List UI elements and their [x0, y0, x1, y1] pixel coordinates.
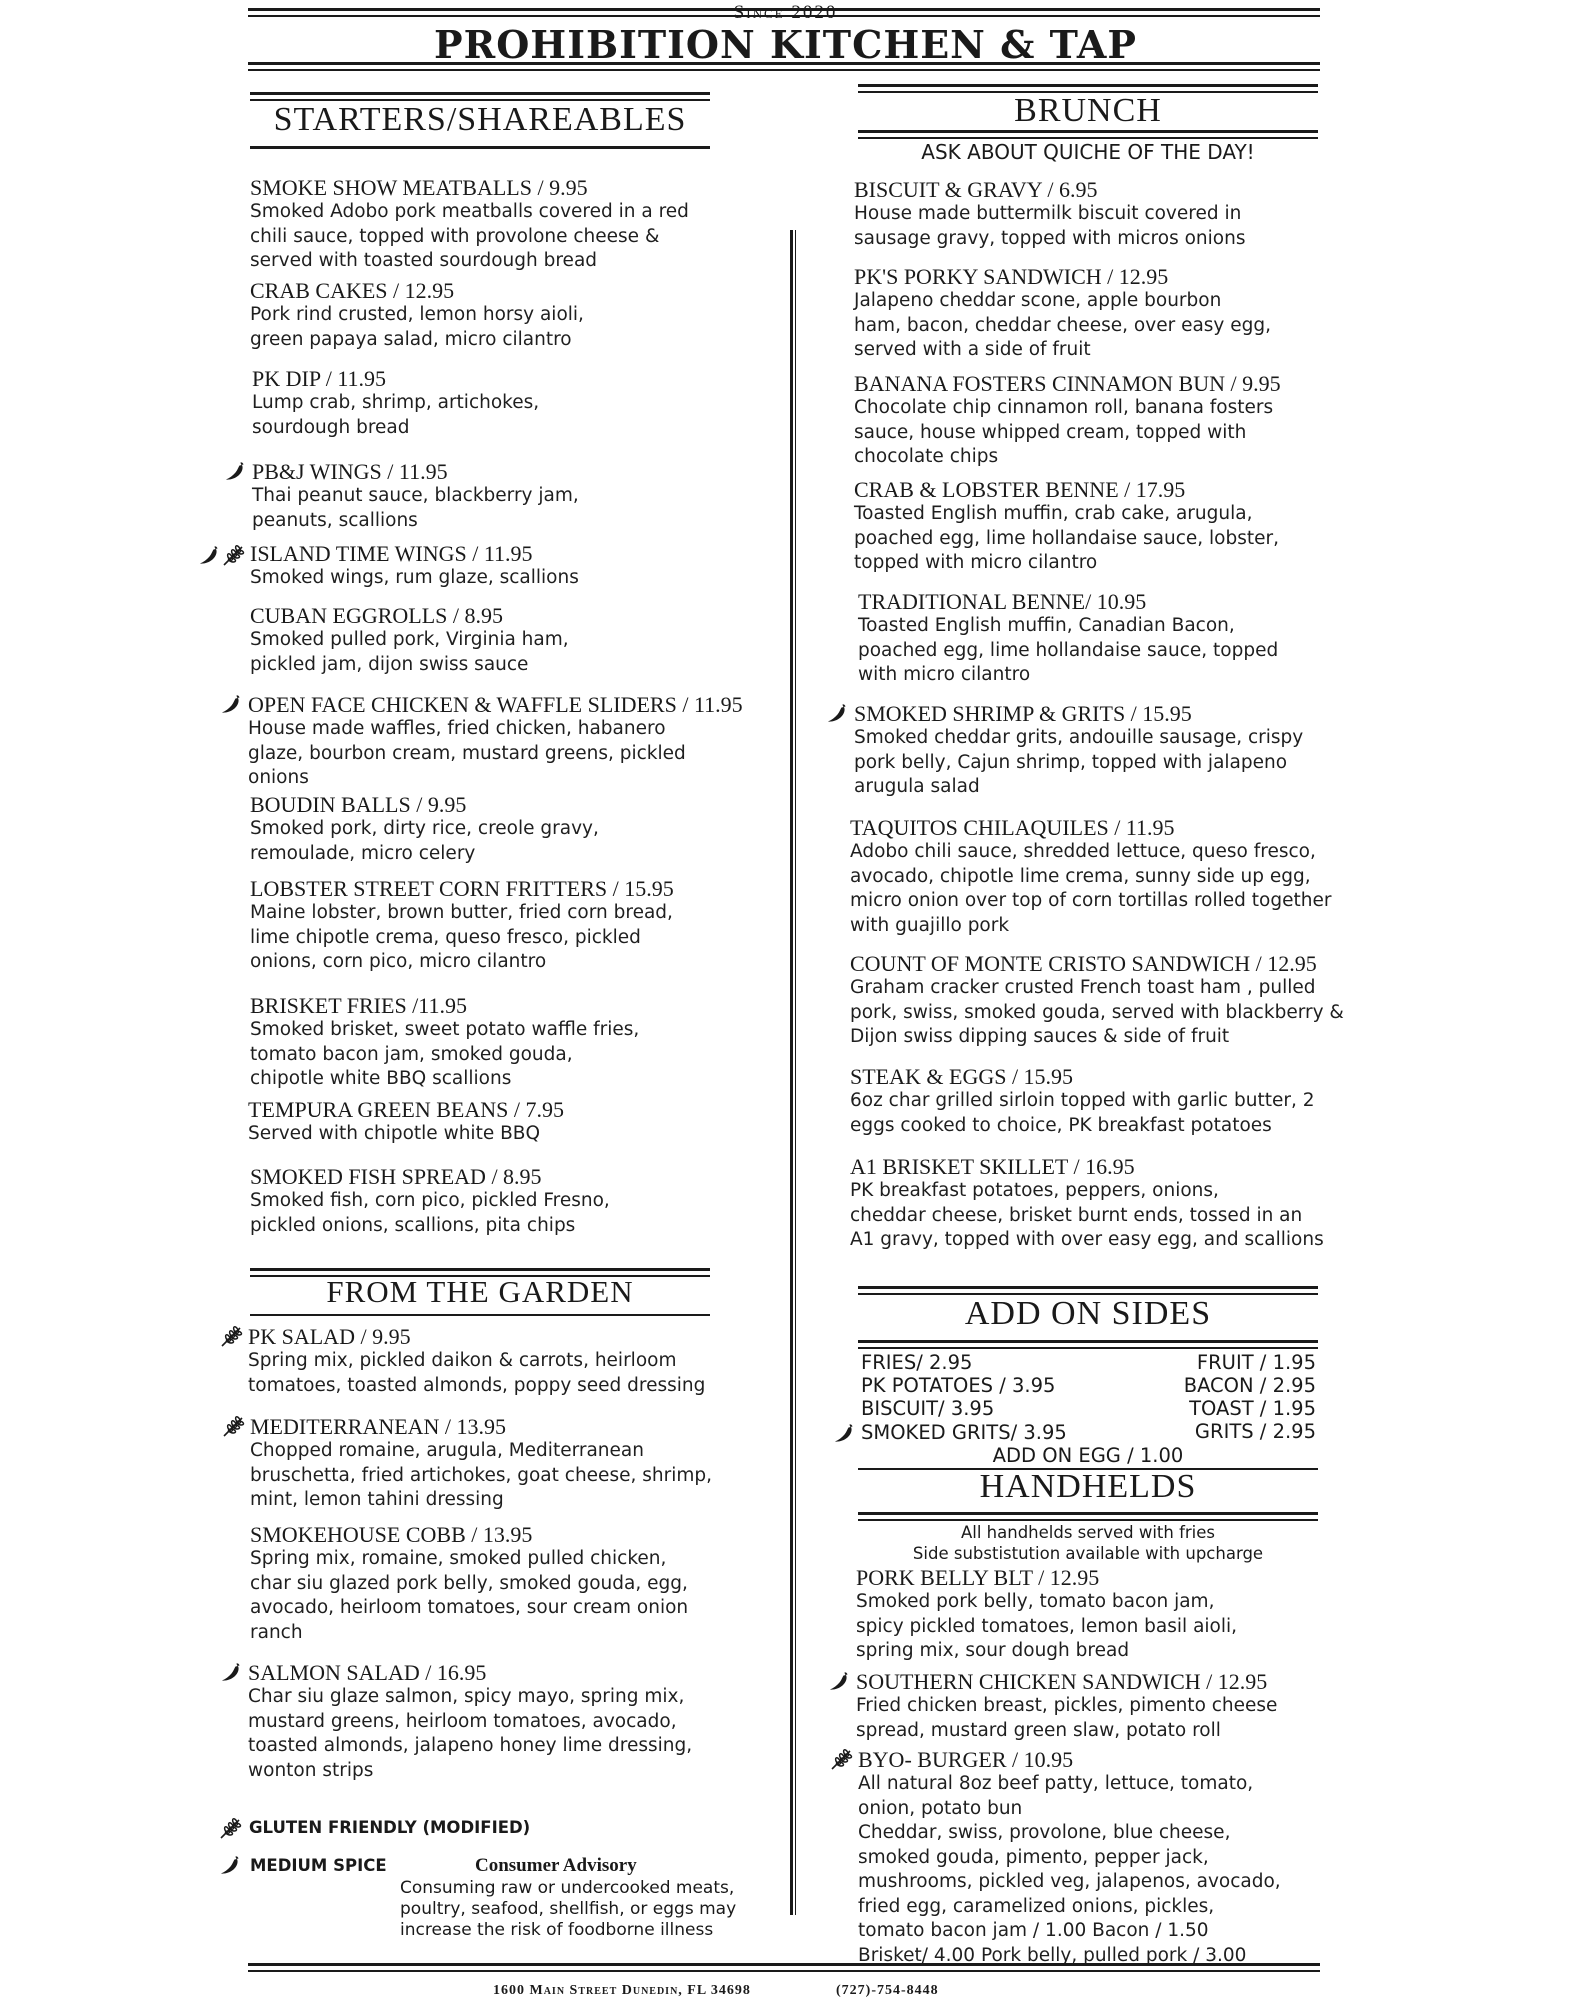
menu-item-description: Smoked brisket, sweet potato waffle fries,: [250, 1019, 640, 1040]
menu-item-description: avocado, heirloom tomatoes, sour cream onion: [250, 1597, 689, 1618]
menu-item-description: Smoked cheddar grits, andouille sausage, crispy: [854, 727, 1304, 748]
menu-item-description: mint, lemon tahini dressing: [250, 1489, 504, 1510]
garden-rule-bottom: [250, 1314, 710, 1316]
menu-item: [250, 876, 674, 975]
menu-item: [850, 815, 1331, 938]
menu-item-name: COUNT OF MONTE CRISTO SANDWICH / 12.95: [850, 951, 1317, 976]
wheat-icon: [222, 1414, 246, 1438]
menu-item-description: chocolate chips: [854, 446, 999, 467]
advisory-line: poultry, seafood, shellfish, or eggs may: [400, 1899, 737, 1919]
menu-item-description: glaze, bourbon cream, mustard greens, pickled: [248, 742, 686, 764]
side-item-egg: ADD ON EGG / 1.00: [992, 1444, 1184, 1467]
menu-item-description: Smoked pulled pork, Virginia ham,: [250, 629, 569, 650]
sides-rule-bottom-2: [858, 1347, 1318, 1349]
handhelds-rule-bottom-2: [858, 1519, 1318, 1521]
menu-item-description: eggs cooked to choice, PK breakfast potatoes: [850, 1114, 1272, 1136]
menu-item: [250, 278, 584, 352]
menu-item-description: Smoked pork belly, tomato bacon jam,: [856, 1591, 1215, 1612]
menu-item-description: chili sauce, topped with provolone cheese &: [250, 225, 660, 247]
menu-item-description: tomato bacon jam, smoked gouda,: [250, 1043, 573, 1065]
menu-item-description: pickled onions, scallions, pita chips: [250, 1214, 576, 1236]
menu-item-name: MEDITERRANEAN / 13.95: [250, 1414, 507, 1439]
menu-item-name: SMOKEHOUSE COBB / 13.95: [250, 1522, 533, 1547]
menu-item-description: 6oz char grilled sirloin topped with garlic butter, 2: [850, 1090, 1315, 1111]
menu-item-description: poached egg, lime hollandaise sauce, lobster,: [854, 527, 1279, 549]
menu-item-description: Dijon swiss dipping sauces & side of fruit: [850, 1026, 1230, 1047]
menu-item-description: served with a side of fruit: [854, 339, 1091, 360]
menu-item-name: SMOKED SHRIMP & GRITS / 15.95: [854, 701, 1192, 726]
menu-item-description: Brisket/ 4.00 Pork belly, pulled pork / 3.00: [858, 1944, 1247, 1966]
quiche-note: ASK ABOUT QUICHE OF THE DAY!: [921, 140, 1255, 164]
menu-item: [854, 701, 1303, 800]
header-bottom-rule: [248, 62, 1320, 65]
side-item: TOAST / 1.95: [1189, 1397, 1316, 1420]
menu-item: [250, 1164, 610, 1238]
menu-item-description: peanuts, scallions: [252, 509, 418, 531]
since-label: Since 2020: [733, 2, 838, 23]
menu-item: [858, 1747, 1281, 1968]
menu-item-name: PK DIP / 11.95: [252, 366, 387, 391]
menu-item-description: onions: [248, 767, 309, 788]
brunch-rule-bottom-2: [858, 137, 1318, 139]
menu-item: [248, 692, 743, 791]
menu-item-description: tomato bacon jam / 1.00 Bacon / 1.50: [858, 1920, 1209, 1941]
footer-rule-2: [248, 1970, 1320, 1972]
menu-item-description: Smoked pork, dirty rice, creole gravy,: [250, 818, 599, 839]
side-item: FRUIT / 1.95: [1196, 1351, 1316, 1374]
sides-rule-bottom: [858, 1340, 1318, 1343]
starters-rule-bottom: [250, 146, 710, 149]
menu-item: [248, 1324, 705, 1398]
garden-rule-top: [250, 1268, 710, 1271]
menu-item: [850, 1064, 1314, 1138]
starters-heading: STARTERS/SHAREABLES: [273, 101, 687, 138]
sides-rule-top: [858, 1286, 1318, 1289]
menu-item-description: lime chipotle crema, queso fresco, pickled: [250, 926, 641, 948]
menu-item: [858, 589, 1278, 688]
sides-heading: ADD ON SIDES: [964, 1295, 1212, 1332]
menu-item-description: Graham cracker crusted French toast ham , pulled: [850, 977, 1316, 998]
menu-item: [250, 1414, 712, 1513]
menu-item-description: mustard greens, heirloom tomatoes, avocado,: [248, 1710, 677, 1732]
handhelds-rule-bottom: [858, 1512, 1318, 1515]
menu-item-description: micro onion over top of corn tortillas rolled together: [850, 890, 1332, 911]
menu-item: [854, 371, 1281, 470]
menu-item-name: PK SALAD / 9.95: [248, 1324, 411, 1349]
handhelds-note: Side substistution available with upcharge: [912, 1544, 1264, 1563]
brunch-rule-top: [858, 84, 1318, 87]
menu-item-description: sauce, house whipped cream, topped with: [854, 421, 1247, 443]
advisory-title: Consumer Advisory: [475, 1855, 637, 1876]
menu-item-description: remoulade, micro celery: [250, 842, 476, 864]
advisory-line: increase the risk of foodborne illness: [400, 1920, 714, 1940]
menu-item-name: PK'S PORKY SANDWICH / 12.95: [854, 264, 1169, 289]
menu-item-description: Pork rind crusted, lemon horsy aioli,: [250, 304, 584, 325]
menu-item: [250, 175, 689, 274]
menu-item-description: pickled jam, dijon swiss sauce: [250, 653, 529, 675]
menu-item-description: spicy pickled tomatoes, lemon basil aioli,: [856, 1615, 1238, 1637]
header-bottom-rule-2: [248, 69, 1320, 71]
wheat-icon: [220, 1324, 244, 1348]
menu-item: [252, 366, 539, 440]
menu-item-description: with guajillo pork: [850, 914, 1010, 936]
restaurant-name: PROHIBITION KITCHEN & TAP: [434, 22, 1137, 67]
menu-item-description: Toasted English muffin, crab cake, arugula,: [854, 503, 1253, 524]
menu-item-description: Smoked fish, corn pico, pickled Fresno,: [250, 1190, 610, 1211]
menu-item: [850, 1154, 1324, 1253]
menu-item-name: ISLAND TIME WINGS / 11.95: [250, 541, 533, 566]
side-item: FRIES/ 2.95: [861, 1351, 973, 1374]
menu-item-description: smoked gouda, pimento, pepper jack,: [858, 1846, 1209, 1868]
menu-item: [854, 177, 1245, 251]
menu-item-description: A1 gravy, topped with over easy egg, and scallions: [850, 1229, 1324, 1250]
menu-item-description: fried egg, caramelized onions, pickles,: [858, 1895, 1215, 1917]
menu-item: [856, 1565, 1237, 1664]
handhelds-note: All handhelds served with fries: [960, 1523, 1216, 1542]
menu-item-name: TAQUITOS CHILAQUILES / 11.95: [850, 815, 1175, 840]
menu-item-description: topped with micro cilantro: [854, 552, 1098, 573]
menu-item-description: Smoked Adobo pork meatballs covered in a red: [250, 201, 689, 222]
garden-heading: FROM THE GARDEN: [326, 1274, 634, 1309]
menu-item-name: BISCUIT & GRAVY / 6.95: [854, 177, 1098, 202]
side-item: GRITS / 2.95: [1194, 1420, 1316, 1443]
menu-item-name: OPEN FACE CHICKEN & WAFFLE SLIDERS / 11.95: [248, 692, 743, 717]
menu-item-description: onions, corn pico, micro cilantro: [250, 951, 547, 972]
wheat-icon: [222, 543, 246, 567]
menu-item: [250, 1522, 688, 1645]
column-divider: [790, 230, 796, 1915]
menu-item: [250, 541, 579, 591]
chili-pepper-icon: [833, 1421, 857, 1445]
menu-item-description: Lump crab, shrimp, artichokes,: [252, 392, 540, 413]
menu-item-description: PK breakfast potatoes, peppers, onions,: [850, 1180, 1219, 1201]
legend-medium-spice: MEDIUM SPICE: [250, 1856, 387, 1875]
menu-item-description: spread, mustard green slaw, potato roll: [856, 1719, 1221, 1741]
menu-item-name: LOBSTER STREET CORN FRITTERS / 15.95: [250, 876, 674, 901]
side-item: SMOKED GRITS/ 3.95: [861, 1421, 1067, 1444]
menu-item-description: bruschetta, fried artichokes, goat cheese, shrimp,: [250, 1464, 712, 1486]
menu-item-name: PB&J WINGS / 11.95: [252, 459, 448, 484]
menu-item-description: sourdough bread: [252, 416, 410, 438]
menu-item-description: Thai peanut sauce, blackberry jam,: [252, 485, 579, 506]
menu-item-description: ranch: [250, 1621, 303, 1643]
wheat-icon: [830, 1747, 854, 1771]
menu-item: [856, 1669, 1277, 1743]
menu-item-description: Adobo chili sauce, shredded lettuce, queso fresco,: [850, 841, 1316, 862]
brunch-heading: BRUNCH: [1014, 92, 1162, 129]
menu-item-name: SMOKED FISH SPREAD / 8.95: [250, 1164, 542, 1189]
wheat-icon: [219, 1816, 243, 1840]
menu-item-name: STEAK & EGGS / 15.95: [850, 1064, 1074, 1089]
menu-item: [252, 459, 579, 533]
menu-item-name: TRADITIONAL BENNE/ 10.95: [858, 589, 1147, 614]
menu-item-name: BRISKET FRIES /11.95: [250, 993, 467, 1018]
menu-item-description: Char siu glaze salmon, spicy mayo, spring mix,: [248, 1686, 685, 1707]
menu-item-description: poached egg, lime hollandaise sauce, topped: [858, 639, 1279, 661]
chili-pepper-icon: [826, 701, 850, 725]
menu-item-description: Chopped romaine, arugula, Mediterranean: [250, 1440, 644, 1461]
menu-item-description: arugula salad: [854, 776, 980, 797]
menu-item-name: TEMPURA GREEN BEANS / 7.95: [248, 1097, 564, 1122]
menu-item-name: SALMON SALAD / 16.95: [248, 1660, 487, 1685]
menu-item-description: Served with chipotle white BBQ: [248, 1123, 541, 1144]
side-item: BISCUIT/ 3.95: [861, 1397, 995, 1420]
menu-item-name: A1 BRISKET SKILLET / 16.95: [850, 1154, 1135, 1179]
menu-item: [250, 993, 639, 1092]
brunch-rule-bottom: [858, 130, 1318, 133]
side-item: BACON / 2.95: [1183, 1374, 1316, 1397]
chili-pepper-icon: [220, 692, 244, 716]
menu-item-description: green papaya salad, micro cilantro: [250, 328, 572, 350]
menu-item-description: Spring mix, romaine, smoked pulled chicken,: [250, 1548, 667, 1569]
menu-item-description: toasted almonds, jalapeno honey lime dressing,: [248, 1735, 693, 1756]
menu-item-name: BANANA FOSTERS CINNAMON BUN / 9.95: [854, 371, 1281, 396]
chili-pepper-icon: [219, 1853, 243, 1877]
footer-rule: [248, 1963, 1320, 1966]
menu-item-description: House made waffles, fried chicken, habanero: [248, 718, 666, 739]
menu-item-description: ham, bacon, cheddar cheese, over easy egg,: [854, 314, 1271, 336]
menu-item-description: House made buttermilk biscuit covered in: [854, 203, 1242, 224]
chili-pepper-icon: [224, 459, 248, 483]
legend-gluten-friendly: GLUTEN FRIENDLY (MODIFIED): [249, 1818, 531, 1837]
starters-rule-top: [250, 92, 710, 95]
menu-item-description: Fried chicken breast, pickles, pimento cheese: [856, 1695, 1278, 1716]
side-item: PK POTATOES / 3.95: [861, 1374, 1056, 1397]
menu-item-description: Cheddar, swiss, provolone, blue cheese,: [858, 1822, 1231, 1843]
menu-item: [250, 792, 599, 866]
menu-item: [854, 477, 1279, 576]
menu-item-description: chipotle white BBQ scallions: [250, 1068, 512, 1089]
footer-address: 1600 Main Street Dunedin, FL 34698: [493, 1983, 751, 1998]
menu-item-name: CUBAN EGGROLLS / 8.95: [250, 603, 504, 628]
menu-item: [248, 1097, 564, 1147]
chili-pepper-icon: [198, 543, 222, 567]
handhelds-heading: HANDHELDS: [979, 1468, 1197, 1505]
menu-item-description: onion, potato bun: [858, 1797, 1023, 1819]
menu-item-description: sausage gravy, topped with micros onions: [854, 227, 1246, 249]
menu-item-name: BOUDIN BALLS / 9.95: [250, 792, 467, 817]
menu-item-description: spring mix, sour dough bread: [856, 1640, 1130, 1661]
menu-item-description: All natural 8oz beef patty, lettuce, tomato,: [858, 1773, 1254, 1794]
menu-item-description: Jalapeno cheddar scone, apple bourbon: [854, 290, 1222, 311]
menu-item-description: tomatoes, toasted almonds, poppy seed dressing: [248, 1374, 706, 1396]
menu-item-description: avocado, chipotle lime crema, sunny side up egg,: [850, 865, 1311, 887]
menu-item-description: char siu glazed pork belly, smoked gouda, egg,: [250, 1572, 688, 1594]
menu-item-description: Chocolate chip cinnamon roll, banana fosters: [854, 397, 1274, 418]
menu-item-name: CRAB & LOBSTER BENNE / 17.95: [854, 477, 1186, 502]
chili-pepper-icon: [220, 1660, 244, 1684]
menu-item-description: served with toasted sourdough bread: [250, 250, 598, 271]
menu-item-name: BYO- BURGER / 10.95: [858, 1747, 1074, 1772]
menu-item-description: pork, swiss, smoked gouda, served with blackberry &: [850, 1001, 1344, 1023]
menu-item-description: cheddar cheese, brisket burnt ends, tossed in an: [850, 1204, 1303, 1226]
menu-item-name: SMOKE SHOW MEATBALLS / 9.95: [250, 175, 588, 200]
menu-item-description: Maine lobster, brown butter, fried corn bread,: [250, 902, 673, 923]
menu-item-description: Spring mix, pickled daikon & carrots, heirloom: [248, 1350, 677, 1371]
menu-item-description: Smoked wings, rum glaze, scallions: [250, 567, 579, 588]
menu-item: [854, 264, 1271, 363]
menu-item-name: SOUTHERN CHICKEN SANDWICH / 12.95: [856, 1669, 1268, 1694]
menu-item: [850, 951, 1344, 1050]
menu-item-name: CRAB CAKES / 12.95: [250, 278, 455, 303]
menu-item-name: PORK BELLY BLT / 12.95: [856, 1565, 1100, 1590]
chili-pepper-icon: [828, 1669, 852, 1693]
menu-item: [248, 1660, 692, 1783]
menu-item-description: wonton strips: [248, 1759, 374, 1781]
menu-item-description: Toasted English muffin, Canadian Bacon,: [858, 615, 1235, 636]
menu-item: [250, 603, 569, 677]
consumer-advisory: [400, 1855, 736, 1941]
menu-item-description: mushrooms, pickled veg, jalapenos, avocado,: [858, 1871, 1281, 1892]
footer-phone: (727)-754-8448: [836, 1983, 939, 1998]
advisory-line: Consuming raw or undercooked meats,: [400, 1878, 735, 1898]
menu-item-description: with micro cilantro: [858, 664, 1031, 685]
menu-item-description: pork belly, Cajun shrimp, topped with jalapeno: [854, 751, 1288, 773]
